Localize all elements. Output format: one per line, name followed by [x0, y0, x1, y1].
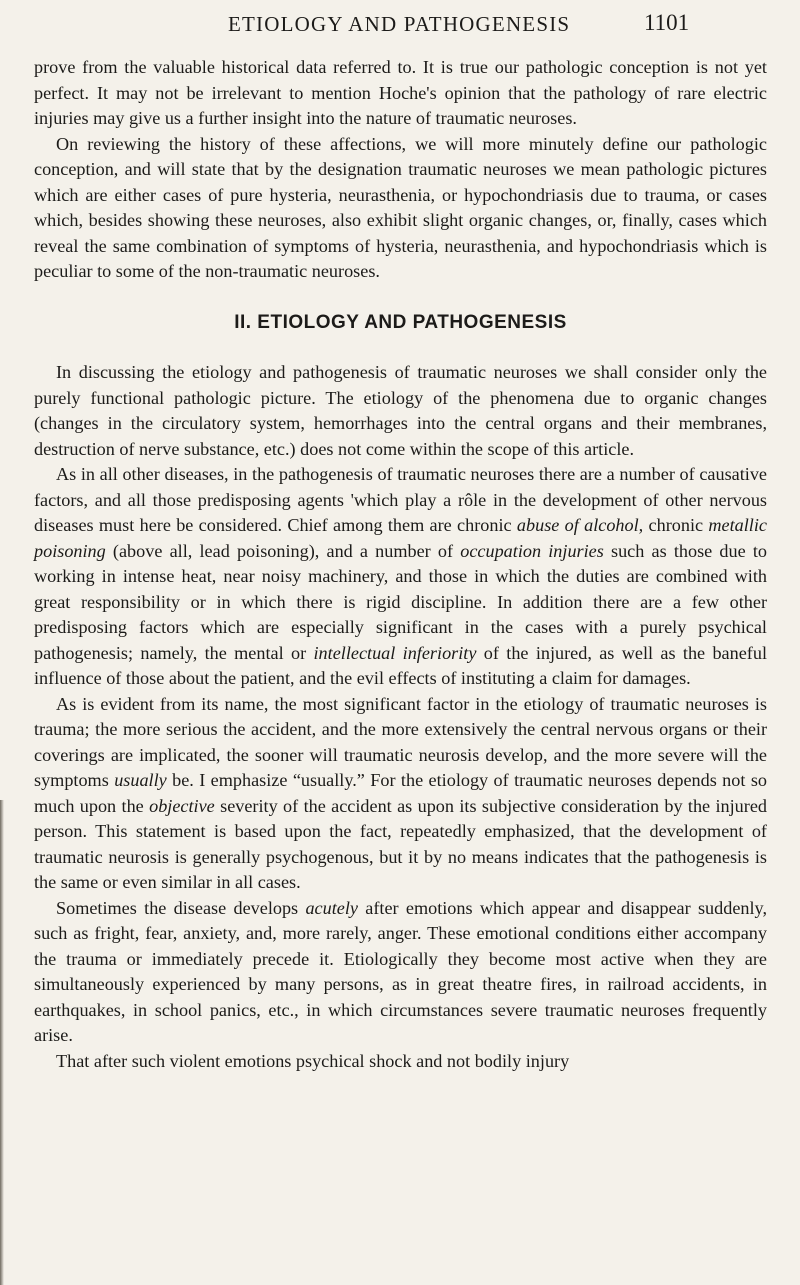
running-head [0, 6, 800, 46]
page-edge-shadow [0, 800, 4, 1285]
paragraph-definition: On reviewing the history of these affections, we will more minutely define our pathologic conception, and will state that by the designation traumatic neuroses we mean pathologic pictures which are either cases of pure hysteria, neurasthenia, or hypochondriasis due to trauma, or cases which, besides showing these neuroses, also exhibit slight organic changes, or, finally, cases which reveal the same combination of symptoms of hysteria, neurasthenia, and hypochondriasis which is peculiar to some of the non-traumatic neuroses. [34, 133, 767, 281]
text-run: severity of the accident as upon its subjective consideration by the injured person. This statement is based upon the fact, repeatedly emphasized, that the development of traumatic neurosis is generally psychogenous, but it by no means indicates that the pathogenesis is the same or even similar in all cases. [34, 795, 767, 892]
text-run: As is evident from its name, the most significant factor in the etiology of traumatic neuroses is trauma; the more serious the accident, and the more extensively the central nervous organs or their coverings are implicated, the sooner will traumatic neurosis develop, and the more severe will the symptoms [34, 693, 767, 790]
paragraph-scope: In discussing the etiology and pathogenesis of traumatic neuroses we shall consider only the purely functional pathologic picture. The etiology of the phenomena due to organic changes (changes in the circulatory system, hemorrhages into the central organs and their membranes, destruction of nerve substance, etc.) does not come within the scope of this article. [34, 362, 767, 459]
body-text [34, 55, 767, 1074]
running-title: ETIOLOGY AND PATHOGENESIS [228, 12, 571, 36]
emphasis: abuse of alcohol, [516, 515, 644, 535]
emphasis: intellectual inferiority [313, 642, 477, 663]
emphasis: objective [149, 795, 215, 816]
text-run: after emotions which appear and disappear suddenly, such as fright, fear, anxiety, and, more rarely, anger. These emotional conditions either accompany the trauma or immediately precede it. Etiologically they become most active when they are simultaneously experienced by many persons, as in great theatre fires, in railroad accidents, in earthquakes, in school panics, etc., in which circumstances severe traumatic neuroses frequently arise. [34, 897, 767, 1045]
text-run: As in all other diseases, in the pathogenesis of traumatic neuroses there are a number of causative factors, and all those predisposing agents 'which play a rôle in the development of other nervous diseases must here be considered. Chief among them are chronic [34, 464, 767, 535]
page-number: 1101 [644, 10, 690, 35]
text-run: Sometimes the disease develops [56, 897, 306, 918]
text-run: (above all, lead poisoning), and a number of [105, 540, 461, 561]
emphasis: metallic poisoning [34, 515, 767, 561]
paragraph-causative-factors [34, 462, 767, 692]
text-run: such as those due to working in intense heat, near noisy machinery, and those in which the duties are combined with great responsibility or in which there is rigid discipline. In addition there are a few other predisposing factors which are especially significant in the cases with a purely psychical pathogenesis; namely, the mental or [34, 540, 768, 663]
paragraph-continuation: prove from the valuable historical data referred to. It is true our pathologic conception is not yet perfect. It may not be irrelevant to mention Hoche's opinion that the pathology of rare electric injuries may give us a further insight into the nature of traumatic neuroses. [34, 57, 767, 128]
paragraph-trauma [34, 692, 767, 896]
text-run: be. I emphasize “usually.” For the etiology of traumatic neuroses depends not so much upon the [34, 770, 767, 816]
text-run: chronic [643, 515, 709, 535]
section-heading: II. ETIOLOGY AND PATHOGENESIS [234, 311, 567, 333]
emphasis: occupation injuries [460, 540, 604, 561]
paragraph-emotions [34, 896, 767, 1049]
emphasis: usually [114, 770, 167, 790]
emphasis: acutely [305, 897, 358, 918]
paragraph-shock: That after such violent emotions psychical shock and not bodily injury [56, 1050, 570, 1071]
text-run: of the injured, as well as the baneful influence of those about the patient, and the evil effects of instituting a claim for damages. [34, 642, 767, 688]
